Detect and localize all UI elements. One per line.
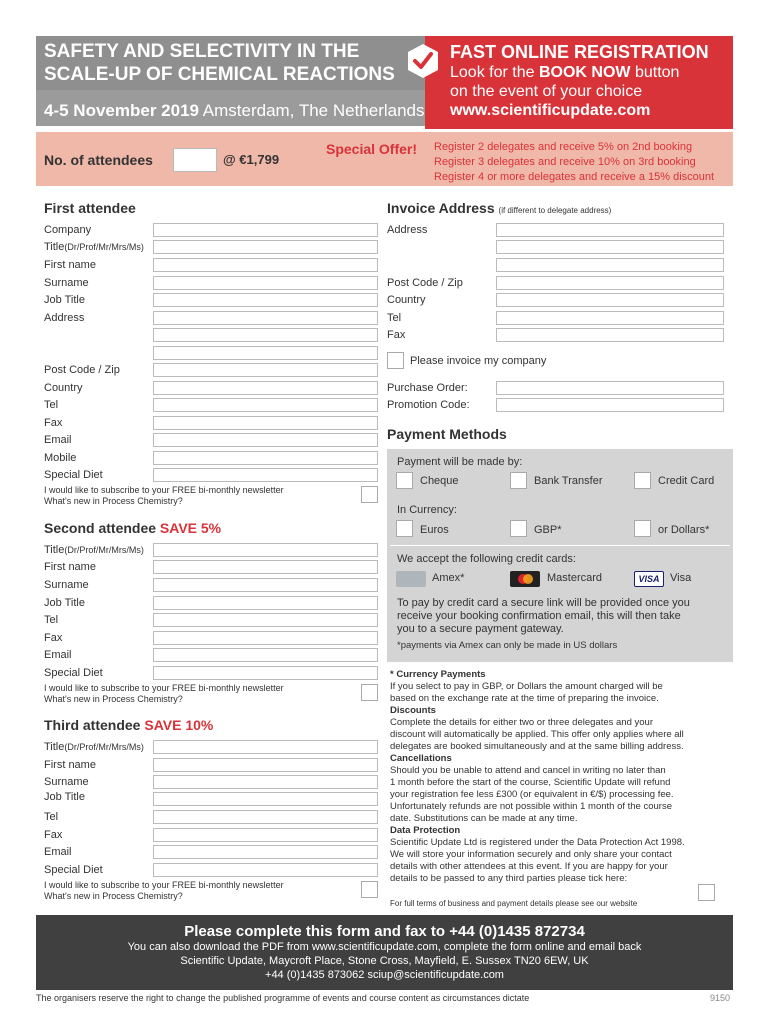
event-date: 4-5 November 2019 Amsterdam, The Netherlands [44,101,425,120]
second-tel-field[interactable] [153,613,378,627]
mastercard-icon [510,571,540,587]
attendees-count-input[interactable] [173,148,217,172]
cheque-checkbox[interactable] [396,472,413,489]
first-diet-field[interactable] [153,468,378,482]
second-fax-field[interactable] [153,631,378,645]
third-firstname-field[interactable] [153,758,378,772]
invoice-post-field[interactable] [496,276,724,290]
invoice-address-field-1[interactable] [496,223,724,237]
data-protection-checkbox[interactable] [698,884,715,901]
invoice-address-field-3[interactable] [496,258,724,272]
first-address-field-3[interactable] [153,346,378,360]
payment-title: Payment Methods [387,426,507,442]
form-code: 9150 [710,993,731,1003]
special-offer: Special Offer! [326,141,418,157]
credit-card-checkbox[interactable] [634,472,651,489]
invoice-fax-field[interactable] [496,328,724,342]
promotion-code-field[interactable] [496,398,724,412]
divider [390,545,730,546]
terms-text: * Currency Payments If you select to pay in GBP, or Dollars the amount charged will be based on the exchange rate at the time of preparing the invoice. Discounts Complete the details for either two or three delegates and your discount will automatically be applied. This offer only applies where all delegates are booked simultaneously and at the same billing address. Cancellations Should you be unable to attend and cancel in writing no later than 1 month before the start of the course, Scientific Update will refund your registration fee less £300 (or equivalent in €/$) processing fee. Unfortunately refunds are not possible within 1 month of the course date. Substitutions can be made at any time. Data Protection Scientific Update Ltd is registered under the Data Protection Act 1998. We will store your information securely and only share your contact details with other attendees at this event. If you are happy for your details to be passed to any third parties please tick here: [390,669,685,884]
invoice-country-field[interactable] [496,293,724,307]
second-newsletter-checkbox[interactable] [361,684,378,701]
disclaimer: The organisers reserve the right to change the published programme of events and course content as circumstances dictate [36,993,530,1003]
third-email-field[interactable] [153,845,378,859]
attendees-label: No. of attendees [44,152,153,168]
invoice-tel-field[interactable] [496,311,724,325]
third-diet-field[interactable] [153,863,378,877]
second-firstname-field[interactable] [153,560,378,574]
checkmark-badge-icon [405,42,441,80]
first-mobile-field[interactable] [153,451,378,465]
website-link[interactable]: www.scientificupdate.com [450,102,651,119]
first-company-field[interactable] [153,223,378,237]
invoice-company-checkbox[interactable] [387,352,404,369]
purchase-order-field[interactable] [496,381,724,395]
third-fax-field[interactable] [153,828,378,842]
third-newsletter-checkbox[interactable] [361,881,378,898]
invoice-address-field-2[interactable] [496,240,724,254]
invoice-title: Invoice Address (if different to delegate address) [387,200,612,216]
third-tel-field[interactable] [153,810,378,824]
gbp-checkbox[interactable] [510,520,527,537]
third-title-field[interactable] [153,740,378,754]
second-job-field[interactable] [153,596,378,610]
offer-list: Register 2 delegates and receive 5% on 2nd booking Register 3 delegates and receive 10% on 3rd booking Register 4 or more delegates and receive a 15% discount [434,141,715,183]
first-job-field[interactable] [153,293,378,307]
third-job-field[interactable] [153,792,378,806]
first-post-field[interactable] [153,363,378,377]
euros-checkbox[interactable] [396,520,413,537]
second-email-field[interactable] [153,648,378,662]
first-surname-field[interactable] [153,276,378,290]
footer-panel: Please complete this form and fax to +44 (0)1435 872734 You can also download the PDF from www.scientificupdate.com, complete the form online and email back Scientific Update, Maycroft Place, Stone Cross, Mayfield, E. Sussex TN20 6EW, UK +44 (0)1435 873062 sciup@scientificupdate.com [36,915,733,990]
first-firstname-field[interactable] [153,258,378,272]
amex-card-icon [396,571,426,587]
price: @ €1,799 [223,152,280,167]
first-fax-field[interactable] [153,416,378,430]
first-email-field[interactable] [153,433,378,447]
bank-transfer-checkbox[interactable] [510,472,527,489]
first-newsletter-checkbox[interactable] [361,486,378,503]
first-address-field-2[interactable] [153,328,378,342]
third-attendee-title: Third attendee SAVE 10% [44,717,214,733]
first-address-field-1[interactable] [153,311,378,325]
first-country-field[interactable] [153,381,378,395]
visa-card-icon: VISA [634,571,664,587]
second-surname-field[interactable] [153,578,378,592]
first-title-field[interactable] [153,240,378,254]
first-tel-field[interactable] [153,398,378,412]
registration-text: FAST ONLINE REGISTRATION Look for the BOOK NOW button on the event of your choice www.scientificupdate.com [450,41,730,120]
second-title-field[interactable] [153,543,378,557]
second-attendee-title: Second attendee SAVE 5% [44,520,222,536]
first-attendee-title: First attendee [44,200,136,216]
third-surname-field[interactable] [153,775,378,789]
page-title: SAFETY AND SELECTIVITY IN THE SCALE-UP OF CHEMICAL REACTIONS [44,41,395,85]
second-diet-field[interactable] [153,666,378,680]
dollars-checkbox[interactable] [634,520,651,537]
